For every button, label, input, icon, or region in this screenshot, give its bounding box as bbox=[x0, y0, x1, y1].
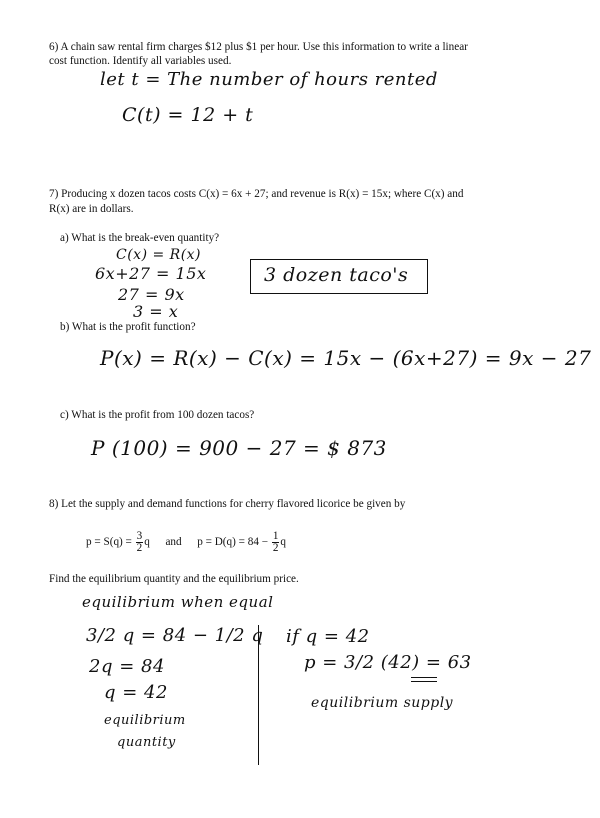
handwritten-variable-definition: let t = The number of hours rented bbox=[100, 69, 438, 90]
handwritten-breakeven-answer: 3 dozen taco's bbox=[264, 264, 409, 286]
problem-6-text-line2: cost function. Identify all variables used. bbox=[49, 55, 232, 67]
handwritten-breakeven-step: C(x) = R(x) bbox=[116, 247, 202, 263]
problem-7-text-line1: 7) Producing x dozen tacos costs C(x) = 6x + 27; and revenue is R(x) = 15x; where C(x) and bbox=[49, 188, 464, 200]
question-7b: b) What is the profit function? bbox=[60, 321, 196, 333]
handwritten-equilibrium-step: 3/2 q = 84 − 1/2 q bbox=[86, 625, 264, 646]
handwritten-breakeven-step: 6x+27 = 15x bbox=[95, 264, 207, 283]
handwritten-profit-100: P (100) = 900 − 27 = $ 873 bbox=[91, 436, 387, 460]
demand-fraction-denominator: 2 bbox=[272, 542, 279, 554]
handwritten-equilibrium-step: q = 42 bbox=[104, 682, 168, 703]
question-7c: c) What is the profit from 100 dozen tacos? bbox=[60, 409, 255, 421]
problem-8-instruction: Find the equilibrium quantity and the equilibrium price. bbox=[49, 573, 299, 585]
equation-connector: and bbox=[165, 536, 182, 549]
handwritten-profit-function: P(x) = R(x) − C(x) = 15x − (6x+27) = 9x − 27 bbox=[100, 346, 592, 370]
handwritten-price-step: if q = 42 bbox=[286, 626, 370, 647]
supply-equation-lhs: p = S(q) = bbox=[86, 536, 132, 549]
problem-6-text-line1: 6) A chain saw rental firm charges $12 plus $1 per hour. Use this information to write a linear bbox=[49, 41, 468, 53]
question-7a: a) What is the break-even quantity? bbox=[60, 232, 220, 244]
handwritten-equilibrium-step: 2q = 84 bbox=[89, 656, 165, 677]
demand-fraction bbox=[272, 531, 280, 554]
demand-variable: q bbox=[280, 536, 287, 549]
supply-demand-equations bbox=[86, 531, 286, 554]
handwritten-cost-function: C(t) = 12 + t bbox=[122, 104, 254, 126]
handwritten-equilibrium-label: equilibrium bbox=[104, 713, 186, 728]
supply-fraction-denominator: 2 bbox=[136, 542, 143, 554]
handwritten-breakeven-step: 3 = x bbox=[133, 302, 179, 321]
demand-fraction-numerator: 1 bbox=[272, 530, 279, 542]
handwritten-price-step: p = 3/2 (42) = 63 bbox=[304, 652, 472, 673]
problem-7-text-line2: R(x) are in dollars. bbox=[49, 203, 134, 215]
handwritten-breakeven-step: 27 = 9x bbox=[118, 285, 185, 304]
supply-variable: q bbox=[144, 536, 150, 549]
answer-underline bbox=[411, 681, 437, 682]
demand-equation-lhs: p = D(q) = 84 − bbox=[197, 536, 269, 549]
problem-8-text-line1: 8) Let the supply and demand functions for cherry flavored licorice be given by bbox=[49, 498, 406, 510]
handwritten-equilibrium-label: quantity bbox=[117, 735, 176, 750]
supply-fraction-numerator: 3 bbox=[136, 530, 143, 542]
handwritten-equilibrium-supply-label: equilibrium supply bbox=[311, 695, 454, 711]
supply-fraction bbox=[136, 531, 144, 554]
answer-underline bbox=[411, 677, 437, 678]
handwritten-equilibrium-note: equilibrium when equal bbox=[82, 593, 274, 611]
divider-line bbox=[258, 625, 259, 765]
